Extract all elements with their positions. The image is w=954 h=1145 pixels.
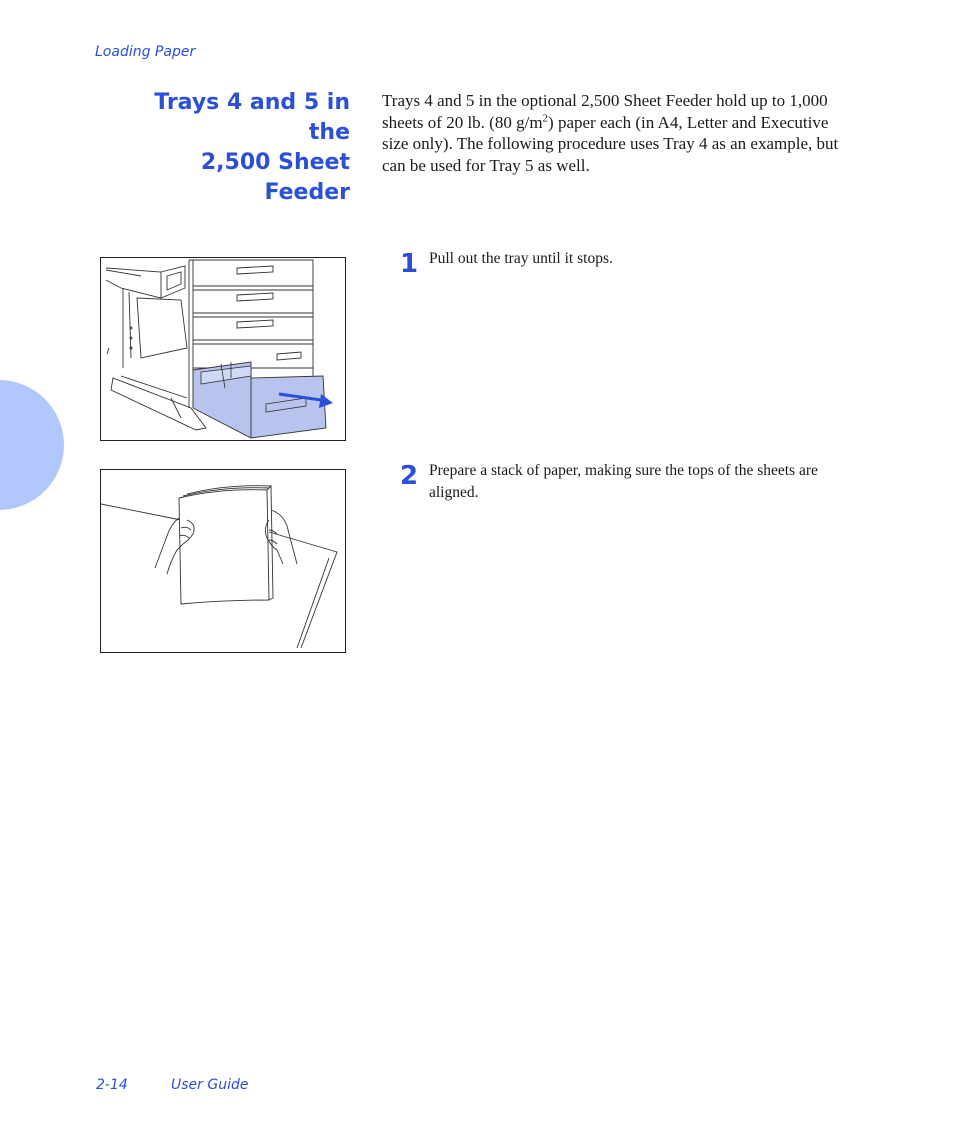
footer-guide-title: User Guide [171,1077,249,1093]
step-1-number: 1 [400,249,419,279]
intro-text: Trays 4 and 5 in the optional 2,500 Sheet Feeder hold up to 1,000 sheets of 20 lb. (80 g/m [382,91,828,132]
running-header: Loading Paper [95,44,196,60]
step-1-text: Pull out the tray until it stops. [429,250,613,267]
intro-paragraph [382,90,852,176]
section-title-line-1: Trays 4 and 5 in the [154,90,350,145]
figure-pull-out-tray [100,257,346,441]
footer-page-number: 2-14 [96,1077,128,1093]
intro-text-continued: ) paper each (in A4, Letter and Executive size only). The following procedure uses Tray 4 as an example, but can be used for Tray 5 as well. [382,112,839,175]
intro-superscript: 2 [542,111,549,124]
chapter-tab [0,380,64,510]
paper-stack-illustration [101,470,345,652]
figure-paper-stack [100,469,346,653]
section-title [110,88,350,208]
printer-tray-illustration [101,258,345,440]
section-title-line-2: 2,500 Sheet Feeder [200,150,350,205]
step-2-number: 2 [400,461,419,491]
step-2-text: Prepare a stack of paper, making sure the tops of the sheets are aligned. [429,462,818,501]
